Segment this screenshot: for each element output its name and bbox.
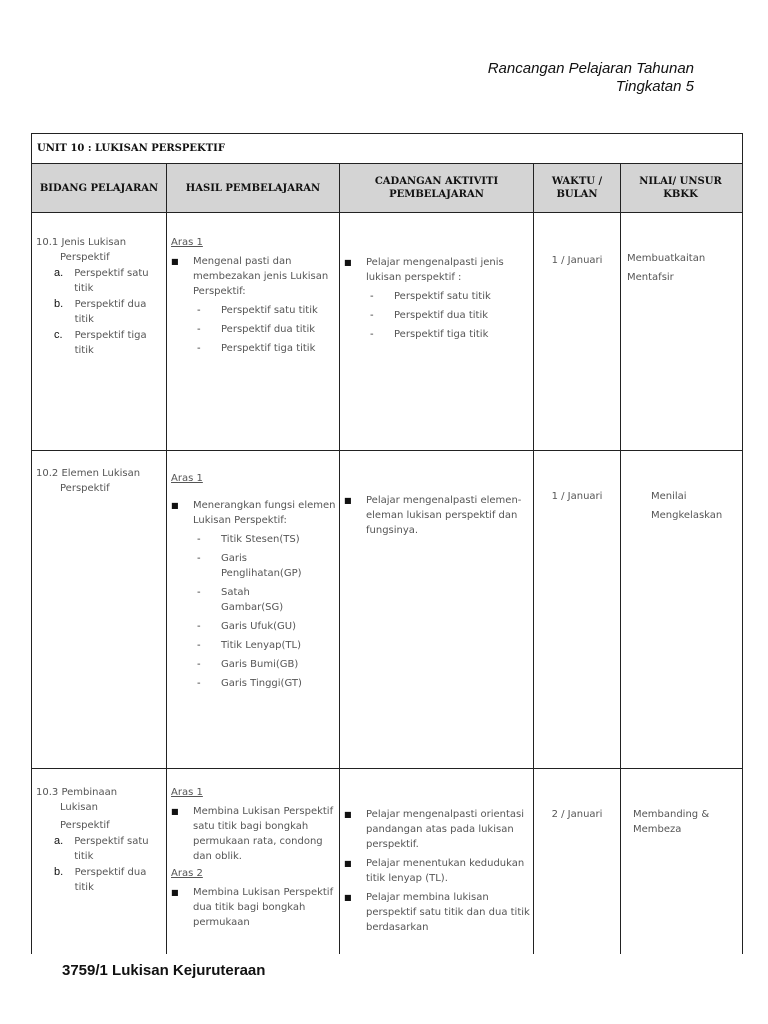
bidang-title: 10.1 Jenis Lukisan xyxy=(36,237,127,248)
bullet-icon: ■ xyxy=(171,257,179,266)
dash-text: Perspektif satu titik xyxy=(221,305,318,316)
bullet-icon: ■ xyxy=(344,496,352,505)
document-header xyxy=(488,60,694,96)
header-line-2: Tingkatan 5 xyxy=(615,78,694,95)
dash-text: Satah Gambar(SG) xyxy=(221,587,284,613)
level-label: Aras 1 xyxy=(171,473,203,484)
bullet-icon: ■ xyxy=(344,893,352,902)
dash-icon: - xyxy=(197,324,201,335)
list-item xyxy=(54,865,163,895)
item-text: Perspektif satu titik xyxy=(74,836,149,862)
hasil-cell xyxy=(167,769,340,954)
aktiviti-cell xyxy=(340,451,534,768)
dash-icon: - xyxy=(370,329,374,340)
list-item xyxy=(54,266,163,296)
list-item xyxy=(370,289,530,304)
list-item xyxy=(197,551,336,581)
bullet-text: Pelajar membina lukisan perspektif satu titik dan dua titik berdasarkan xyxy=(366,892,530,933)
item-text: Perspektif dua titik xyxy=(74,299,147,325)
document-footer: 3759/1 Lukisan Kejuruteraan xyxy=(62,962,266,979)
header-line-1: Rancangan Pelajaran Tahunan xyxy=(487,60,694,77)
nilai-item: Mengkelaskan xyxy=(651,510,723,521)
list-item xyxy=(54,328,163,358)
aktiviti-cell xyxy=(340,213,534,450)
list-item xyxy=(171,254,336,299)
column-header: CADANGAN AKTIVITI PEMBELAJARAN xyxy=(340,164,534,212)
table-row xyxy=(32,213,742,451)
list-item xyxy=(344,890,530,935)
list-item xyxy=(197,657,336,672)
dash-text: Perspektif satu titik xyxy=(394,291,491,302)
bullet-icon: ■ xyxy=(344,810,352,819)
table-header-row xyxy=(32,164,742,213)
dash-icon: - xyxy=(370,310,374,321)
bullet-text: Membina Lukisan Perspektif dua titik bagi bongkah permukaan xyxy=(193,887,334,928)
bullet-icon: ■ xyxy=(344,258,352,267)
column-header: WAKTU / BULAN xyxy=(534,164,621,212)
nilai-cell xyxy=(621,769,740,954)
column-header: NILAI/ UNSUR KBKK xyxy=(639,176,722,200)
item-text: Perspektif tiga titik xyxy=(74,330,147,356)
nilai-item: Mentafsir xyxy=(627,272,674,283)
dash-icon: - xyxy=(197,678,201,689)
list-item xyxy=(171,885,336,930)
list-item xyxy=(370,327,530,342)
list-item xyxy=(54,297,163,327)
list-item xyxy=(197,638,336,653)
item-key: b. xyxy=(54,866,64,878)
list-item xyxy=(197,532,336,547)
level-label: Aras 1 xyxy=(171,787,203,798)
bullet-icon: ■ xyxy=(171,501,179,510)
item-key: c. xyxy=(54,329,63,341)
bidang-title: Perspektif xyxy=(60,252,110,263)
bidang-cell xyxy=(32,451,167,768)
bidang-title: 10.2 Elemen Lukisan xyxy=(36,468,141,479)
list-item xyxy=(370,308,530,323)
dash-icon: - xyxy=(197,621,201,632)
nilai-item: Membanding & xyxy=(633,809,710,820)
dash-text: Perspektif tiga titik xyxy=(221,343,316,354)
nilai-cell xyxy=(621,213,740,450)
bullet-text: Mengenal pasti dan membezakan jenis Lukisan Perspektif: xyxy=(193,256,329,297)
list-item xyxy=(171,498,336,528)
column-header: BIDANG PELAJARAN xyxy=(32,164,167,212)
bidang-title: 10.3 Pembinaan xyxy=(36,787,118,798)
level-label: Aras 1 xyxy=(171,237,203,248)
bullet-text: Pelajar mengenalpasti jenis lukisan perspektif : xyxy=(366,257,504,283)
list-item xyxy=(197,619,336,634)
nilai-item: Menilai xyxy=(651,491,687,502)
dash-text: Titik Lenyap(TL) xyxy=(221,640,302,651)
bidang-cell xyxy=(32,769,167,954)
bidang-title: Perspektif xyxy=(60,483,110,494)
hasil-cell xyxy=(167,213,340,450)
list-item xyxy=(54,834,163,864)
hasil-cell xyxy=(167,451,340,768)
bullet-text: Pelajar mengenalpasti elemen-eleman lukisan perspektif dan fungsinya. xyxy=(366,495,522,536)
dash-text: Garis Bumi(GB) xyxy=(221,659,299,670)
bullet-icon: ■ xyxy=(171,807,179,816)
nilai-cell xyxy=(621,451,740,768)
item-text: Perspektif dua titik xyxy=(74,867,147,893)
unit-title: UNIT 10 : LUKISAN PERSPEKTIF xyxy=(32,134,742,164)
nilai-item: Membuatkaitan xyxy=(627,253,706,264)
list-item xyxy=(344,807,530,852)
dash-icon: - xyxy=(197,305,201,316)
item-key: a. xyxy=(54,267,64,279)
level-label: Aras 2 xyxy=(171,868,203,879)
dash-text: Perspektif dua titik xyxy=(221,324,316,335)
list-item xyxy=(197,585,336,615)
waktu-cell: 1 / Januari xyxy=(534,451,621,768)
list-item xyxy=(197,322,336,337)
dash-text: Perspektif dua titik xyxy=(394,310,489,321)
column-header: HASIL PEMBELAJARAN xyxy=(167,164,340,212)
dash-text: Garis Tinggi(GT) xyxy=(221,678,302,689)
dash-text: Titik Stesen(TS) xyxy=(221,534,300,545)
dash-icon: - xyxy=(197,640,201,651)
waktu-cell: 1 / Januari xyxy=(534,213,621,450)
list-item xyxy=(171,804,336,864)
dash-text: Perspektif tiga titik xyxy=(394,329,489,340)
dash-icon: - xyxy=(197,553,201,564)
list-item xyxy=(344,856,530,886)
bullet-icon: ■ xyxy=(344,859,352,868)
bullet-icon: ■ xyxy=(171,888,179,897)
nilai-item: Membeza xyxy=(633,824,682,835)
dash-text: Garis Ufuk(GU) xyxy=(221,621,296,632)
dash-icon: - xyxy=(197,659,201,670)
list-item xyxy=(197,341,336,356)
item-key: a. xyxy=(54,835,64,847)
bidang-title: Lukisan xyxy=(60,802,98,813)
aktiviti-cell xyxy=(340,769,534,954)
item-text: Perspektif satu titik xyxy=(74,268,149,294)
table-row xyxy=(32,769,742,954)
dash-text: Garis Penglihatan(GP) xyxy=(221,553,302,579)
list-item xyxy=(197,303,336,318)
bullet-text: Pelajar menentukan kedudukan titik lenyap (TL). xyxy=(366,858,525,884)
list-item xyxy=(197,676,336,691)
lesson-plan-table xyxy=(31,133,743,954)
dash-icon: - xyxy=(197,587,201,598)
waktu-cell: 2 / Januari xyxy=(534,769,621,954)
list-item xyxy=(344,255,530,285)
bullet-text: Menerangkan fungsi elemen Lukisan Perspektif: xyxy=(193,500,336,526)
bidang-cell xyxy=(32,213,167,450)
list-item xyxy=(344,493,530,538)
dash-icon: - xyxy=(370,291,374,302)
item-key: b. xyxy=(54,298,64,310)
dash-icon: - xyxy=(197,343,201,354)
table-row xyxy=(32,451,742,769)
bidang-title: Perspektif xyxy=(60,820,110,831)
dash-icon: - xyxy=(197,534,201,545)
bullet-text: Membina Lukisan Perspektif satu titik bagi bongkah permukaan rata, condong dan oblik. xyxy=(193,806,334,862)
bullet-text: Pelajar mengenalpasti orientasi pandangan atas pada lukisan perspektif. xyxy=(366,809,525,850)
